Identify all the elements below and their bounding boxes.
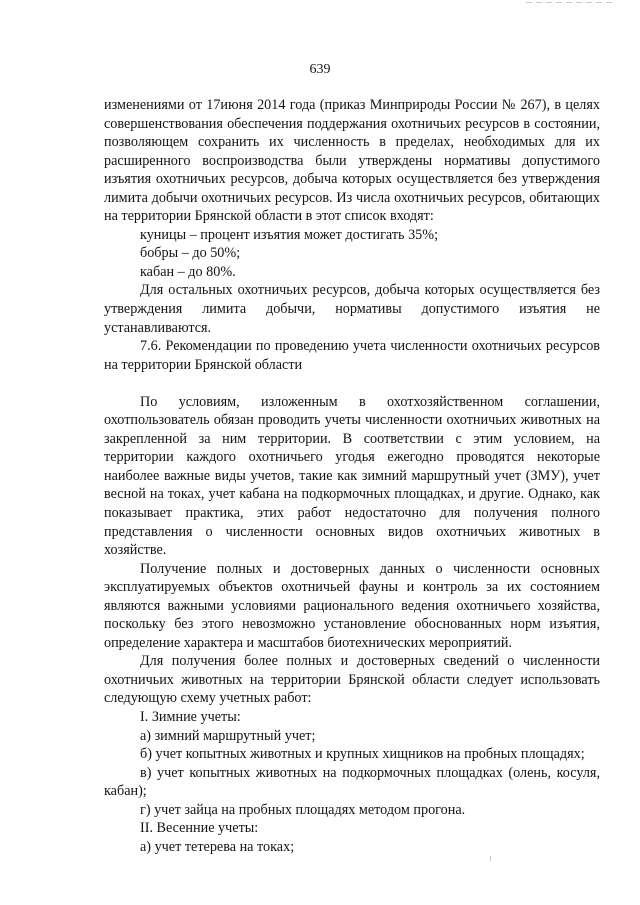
list-item: а) зимний маршрутный учет; <box>140 727 316 744</box>
paragraph: По условиям, изложенным в охотхозяйственном соглашении, охотпользователь обязан проводить учеты численности охотничьих животных на закрепленной за ним территории. В соответствии с этим условием, на территории каждого охотничьего угодья ежегодно проводятся некоторые наиболее важные виды учетов, такие как зимний маршрутный учет (ЗМУ), учет весной на токах, учет кабана на подкормочных площадках, и другие. Однако, как показывает практика, этих работ недостаточно для получения полного представления о численности основных видов охотничьих животных в хозяйстве. <box>104 393 600 559</box>
list-item: бобры – до 50%; <box>140 245 241 262</box>
paragraph-continuation: изменениями от 17июня 2014 года (приказ Минприроды России № 267), в целях совершенствования обеспечения поддержания охотничьих ресурсов в состоянии, позволяющем сохранить их численность в пределах, необходимых для их расширенного воспроизводства были утверждены нормативы допустимого изъятия охотничьих ресурсов, добыча которых осуществляется без утверждения лимита добычи охотничьих ресурсов. Из числа охотничьих ресурсов, обитающих на территории Брянской области в этот список входят: <box>104 97 600 225</box>
scan-artifact <box>526 2 616 3</box>
list-item: б) учет копытных животных и крупных хищников на пробных площадях; <box>140 746 585 763</box>
paragraph: Для остальных охотничьих ресурсов, добыча которых осуществляется без утверждения лимита добычи, нормативы допустимого изъятия не устанавливаются. <box>104 282 600 336</box>
section-heading: 7.6. Рекомендации по проведению учета численности охотничьих ресурсов на территории Брянской области <box>104 338 600 373</box>
list-item: в) учет копытных животных на подкормочных площадках (олень, косуля, кабан); <box>104 764 600 800</box>
list-item: г) учет зайца на пробных площадях методом прогона. <box>140 801 466 818</box>
list-heading: II. Весенние учеты: <box>140 820 259 837</box>
list-item: а) учет тетерева на токах; <box>140 838 295 855</box>
paragraph: Для получения более полных и достоверных сведений о численности охотничьих животных на территории Брянской области следует использовать следующую схему учетных работ: <box>104 653 600 707</box>
page-number: 639 <box>309 62 331 77</box>
list-heading: I. Зимние учеты: <box>140 709 241 725</box>
list-item: куницы – процент изъятия может достигать 35%; <box>140 226 439 243</box>
document-body <box>104 96 600 856</box>
list-item: кабан – до 80%. <box>140 263 236 280</box>
paragraph: Получение полных и достоверных данных о численности основных эксплуатируемых объектов охотничьей фауны и контроль за их состоянием являются важными условиями рационального ведения охотничьего хозяйства, поскольку без этого невозможно установление обоснованных норм изъятия, определение характера и масштабов биотехнических мероприятий. <box>104 560 600 651</box>
scan-artifact <box>490 856 491 861</box>
